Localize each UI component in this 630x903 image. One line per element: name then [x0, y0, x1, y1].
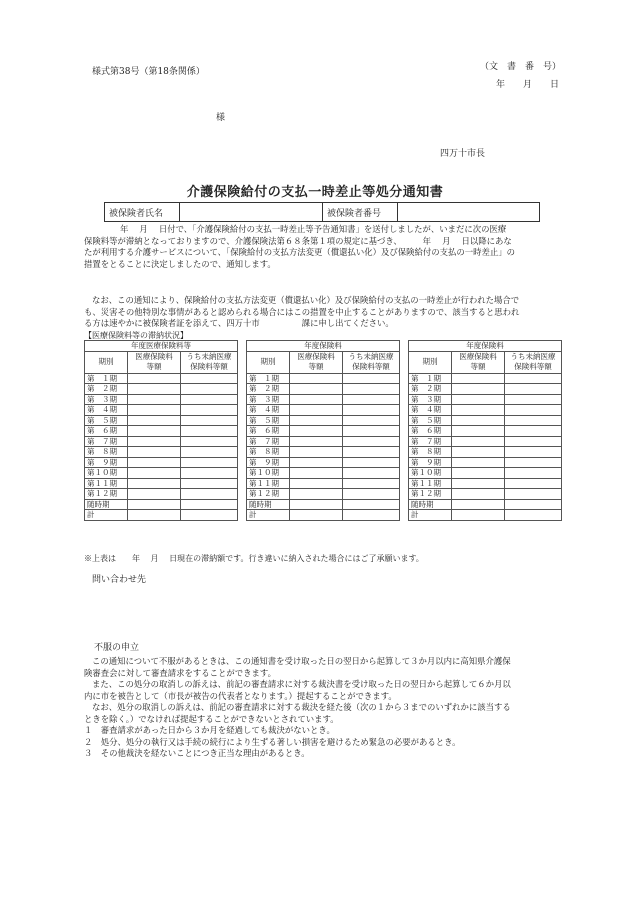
unpaid-cell: [343, 447, 400, 458]
amount-cell: [290, 426, 343, 437]
arrears-group-heading: 年度医療保険料等: [85, 341, 238, 352]
table-row: [85, 478, 238, 489]
table-row: [85, 489, 238, 500]
unpaid-cell: [181, 426, 238, 437]
amount-cell: [290, 457, 343, 468]
amount-cell: [290, 384, 343, 395]
period-label: 第１０期: [85, 468, 128, 479]
table-row: [247, 436, 400, 447]
unpaid-cell: [343, 468, 400, 479]
unpaid-cell: [505, 468, 562, 479]
amount-cell: [452, 426, 505, 437]
unpaid-cell: [343, 436, 400, 447]
unpaid-cell: [181, 447, 238, 458]
unpaid-cell: [181, 478, 238, 489]
period-label: 第１０期: [409, 468, 452, 479]
unpaid-cell: [181, 405, 238, 416]
amount-cell: [452, 510, 505, 521]
period-label: 第 ８期: [85, 447, 128, 458]
unpaid-cell: [181, 394, 238, 405]
unpaid-cell: [505, 384, 562, 395]
period-label: 計: [247, 510, 290, 521]
unpaid-cell: [505, 478, 562, 489]
unpaid-cell: [505, 426, 562, 437]
unpaid-cell: [505, 405, 562, 416]
amount-cell: [128, 415, 181, 426]
unpaid-cell: [181, 373, 238, 384]
arrears-table-2: [246, 340, 400, 521]
amount-cell: [128, 478, 181, 489]
arrears-note: ※上表は 年 月 日現在の滞納額です。行き違いに納入された場合にはご了承願います。: [84, 554, 424, 563]
notice-paragraph-1: 年 月 日付で、「介護保険給付の支払一時差止等予告通知書」を送付しましたが、いまだに次の医療 保険料等が滞納となっておりますので、介護保険法第６８条第１項の規定に基づき、 年 月 日以降にあな たが利用する介護サービスについて、「保険給付の支払方法変更（償還払い化）及び保険給付の支払の一時差止」の 措置をとることに決定しましたので、通知します。: [84, 224, 515, 269]
col-amount: 医療保険料 等額: [452, 351, 505, 373]
addressee-suffix: 様: [216, 113, 226, 123]
table-row: [409, 489, 562, 500]
table-row: [409, 415, 562, 426]
insured-number-value: [398, 203, 540, 222]
amount-cell: [452, 499, 505, 510]
period-label: 第 ５期: [85, 415, 128, 426]
contact-label: 問い合わせ先: [92, 575, 147, 585]
unpaid-cell: [505, 394, 562, 405]
table-row: [409, 447, 562, 458]
period-label: 第 ３期: [247, 394, 290, 405]
col-unpaid: うち未納医療 保険料等額: [181, 351, 238, 373]
table-row: [409, 405, 562, 416]
amount-cell: [452, 457, 505, 468]
unpaid-cell: [181, 436, 238, 447]
amount-cell: [290, 436, 343, 447]
arrears-table-3: [408, 340, 562, 521]
period-label: 第１１期: [247, 478, 290, 489]
period-label: 第 １期: [409, 373, 452, 384]
period-label: 第１１期: [409, 478, 452, 489]
table-row: [247, 394, 400, 405]
objection-text: この通知について不服があるときは、この通知書を受け取った日の翌日から起算して３か月以内に高知県介護保 険審査会に対して審査請求をすることができます。 また、この処分の取消しの訴えは、前記の審査請求に対する裁決書を受け取った日の翌日から起算して６か月以 内に市を被告として（市長が被告の代表者となります。）提起することができます。 なお、処分の取消しの訴えは、前記の審査請求に対する裁決を経た後（次の１から３までのいずれかに該当する ときを除く。）でなければ提起することができないとされています。 １ 審査請求があった日から３か月を経過しても裁決がないとき。 ２ 処分、処分の執行又は手続の続行により生ずる著しい損害を避けるため緊急の必要があるとき。 ３ その他裁決を経ないことにつき正当な理由があるとき。: [84, 656, 511, 758]
col-period: 期別: [409, 351, 452, 373]
period-label: 第 ２期: [247, 384, 290, 395]
amount-cell: [290, 394, 343, 405]
period-label: 第１０期: [247, 468, 290, 479]
table-row: [85, 510, 238, 521]
unpaid-cell: [181, 510, 238, 521]
table-row: [247, 499, 400, 510]
amount-cell: [452, 436, 505, 447]
period-label: 第 ２期: [85, 384, 128, 395]
table-row: [85, 436, 238, 447]
unpaid-cell: [505, 415, 562, 426]
period-label: 第 ４期: [409, 405, 452, 416]
page-title: 介護保険給付の支払一時差止等処分通知書: [186, 185, 444, 200]
period-label: 第 ４期: [85, 405, 128, 416]
period-label: 随時期: [85, 499, 128, 510]
table-row: [85, 499, 238, 510]
amount-cell: [128, 405, 181, 416]
table-row: [247, 373, 400, 384]
sender-name: 四万十市長: [440, 149, 486, 159]
amount-cell: [452, 478, 505, 489]
insured-number-label: 被保険者番号: [323, 203, 398, 222]
unpaid-cell: [343, 384, 400, 395]
amount-cell: [290, 499, 343, 510]
amount-cell: [290, 447, 343, 458]
table-row: [247, 457, 400, 468]
period-label: 第 ８期: [409, 447, 452, 458]
amount-cell: [452, 415, 505, 426]
unpaid-cell: [343, 373, 400, 384]
table-row: [409, 373, 562, 384]
amount-cell: [452, 489, 505, 500]
amount-cell: [290, 405, 343, 416]
table-row: [247, 415, 400, 426]
unpaid-cell: [181, 457, 238, 468]
amount-cell: [452, 468, 505, 479]
period-label: 第１２期: [409, 489, 452, 500]
col-unpaid: うち未納医療 保険料等額: [505, 351, 562, 373]
unpaid-cell: [343, 415, 400, 426]
period-label: 第 ８期: [247, 447, 290, 458]
table-row: [85, 468, 238, 479]
unpaid-cell: [343, 457, 400, 468]
amount-cell: [128, 499, 181, 510]
col-unpaid: うち未納医療 保険料等額: [343, 351, 400, 373]
unpaid-cell: [505, 489, 562, 500]
unpaid-cell: [181, 489, 238, 500]
amount-cell: [290, 478, 343, 489]
amount-cell: [128, 489, 181, 500]
col-period: 期別: [247, 351, 290, 373]
period-label: 随時期: [409, 499, 452, 510]
col-period: 期別: [85, 351, 128, 373]
amount-cell: [128, 447, 181, 458]
document-number: （文 書 番 号）: [480, 62, 562, 72]
period-label: 第１２期: [85, 489, 128, 500]
period-label: 第 ２期: [409, 384, 452, 395]
table-row: [247, 468, 400, 479]
table-row: [247, 447, 400, 458]
table-row: [409, 510, 562, 521]
arrears-group-heading: 年度保険料: [409, 341, 562, 352]
insured-info-table: [104, 202, 540, 222]
table-row: [409, 384, 562, 395]
arrears-section-label: 【医療保険料等の滞納状況】: [84, 331, 188, 340]
amount-cell: [128, 436, 181, 447]
amount-cell: [290, 415, 343, 426]
period-label: 第 ３期: [85, 394, 128, 405]
table-row: [409, 468, 562, 479]
table-row: [85, 415, 238, 426]
table-row: [409, 478, 562, 489]
arrears-table-1: [84, 340, 238, 521]
table-row: [409, 457, 562, 468]
table-row: [247, 478, 400, 489]
unpaid-cell: [343, 394, 400, 405]
period-label: 第 １期: [247, 373, 290, 384]
objection-heading: 不服の申立: [94, 643, 140, 653]
period-label: 第 ７期: [409, 436, 452, 447]
table-row: [85, 457, 238, 468]
table-row: [409, 436, 562, 447]
amount-cell: [128, 457, 181, 468]
table-row: [85, 426, 238, 437]
period-label: 第 １期: [85, 373, 128, 384]
amount-cell: [128, 510, 181, 521]
unpaid-cell: [505, 373, 562, 384]
period-label: 随時期: [247, 499, 290, 510]
table-row: [247, 384, 400, 395]
amount-cell: [290, 489, 343, 500]
unpaid-cell: [505, 499, 562, 510]
col-amount: 医療保険料 等額: [290, 351, 343, 373]
table-row: [409, 499, 562, 510]
unpaid-cell: [505, 436, 562, 447]
table-row: [409, 426, 562, 437]
unpaid-cell: [181, 468, 238, 479]
unpaid-cell: [343, 510, 400, 521]
amount-cell: [128, 468, 181, 479]
period-label: 第 ７期: [85, 436, 128, 447]
table-row: [247, 426, 400, 437]
amount-cell: [128, 373, 181, 384]
table-row: [85, 373, 238, 384]
amount-cell: [452, 394, 505, 405]
amount-cell: [452, 405, 505, 416]
amount-cell: [452, 373, 505, 384]
unpaid-cell: [343, 489, 400, 500]
notice-paragraph-2: なお、この通知により、保険給付の支払方法変更（償還払い化）及び保険給付の支払の一時差止が行われた場合で も、災害その他特別な事情があると認められる場合にはこの措置を中止することがありますので、該当すると思われ る方は速やかに被保険者証を添えて、四万十市 課に申し出てください。: [84, 295, 520, 328]
period-label: 第 ６期: [409, 426, 452, 437]
period-label: 第 ９期: [247, 457, 290, 468]
unpaid-cell: [343, 426, 400, 437]
table-row: [247, 489, 400, 500]
amount-cell: [290, 373, 343, 384]
unpaid-cell: [505, 457, 562, 468]
period-label: 第 ９期: [85, 457, 128, 468]
amount-cell: [290, 510, 343, 521]
table-row: [409, 394, 562, 405]
period-label: 第 ３期: [409, 394, 452, 405]
table-row: [247, 405, 400, 416]
period-label: 第 ５期: [409, 415, 452, 426]
table-row: [85, 405, 238, 416]
unpaid-cell: [343, 478, 400, 489]
table-row: [247, 510, 400, 521]
unpaid-cell: [343, 405, 400, 416]
insured-name-label: 被保険者氏名: [105, 203, 180, 222]
table-row: [85, 384, 238, 395]
unpaid-cell: [181, 384, 238, 395]
amount-cell: [290, 468, 343, 479]
table-row: [85, 394, 238, 405]
unpaid-cell: [181, 415, 238, 426]
period-label: 第 ９期: [409, 457, 452, 468]
col-amount: 医療保険料 等額: [128, 351, 181, 373]
unpaid-cell: [505, 447, 562, 458]
period-label: 第１２期: [247, 489, 290, 500]
period-label: 第 ４期: [247, 405, 290, 416]
amount-cell: [128, 426, 181, 437]
insured-name-value: [180, 203, 323, 222]
period-label: 第 ５期: [247, 415, 290, 426]
amount-cell: [128, 394, 181, 405]
period-label: 第 ７期: [247, 436, 290, 447]
amount-cell: [128, 384, 181, 395]
arrears-group-heading: 年度保険料: [247, 341, 400, 352]
amount-cell: [452, 447, 505, 458]
unpaid-cell: [181, 499, 238, 510]
issue-date: 年 月 日: [496, 80, 560, 90]
unpaid-cell: [505, 510, 562, 521]
period-label: 第 ６期: [247, 426, 290, 437]
period-label: 計: [409, 510, 452, 521]
period-label: 第 ６期: [85, 426, 128, 437]
period-label: 第１１期: [85, 478, 128, 489]
unpaid-cell: [343, 499, 400, 510]
amount-cell: [452, 384, 505, 395]
table-row: [85, 447, 238, 458]
form-label: 様式第38号（第18条関係）: [92, 67, 205, 77]
period-label: 計: [85, 510, 128, 521]
